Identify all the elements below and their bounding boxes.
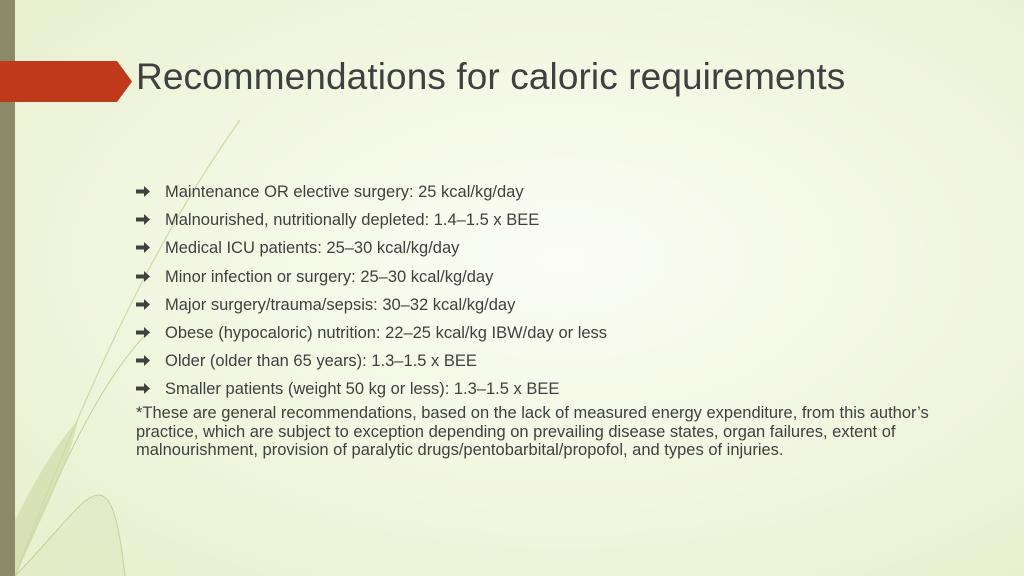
bullet-text: Smaller patients (weight 50 kg or less): 1.3–1.5 x BEE [165,380,560,399]
arrow-bullet-icon [136,327,150,338]
bullet-text: Malnourished, nutritionally depleted: 1.4–1.5 x BEE [165,211,540,230]
bullet-list [136,178,607,404]
list-item [136,347,607,375]
arrow-bullet-icon [136,355,150,366]
list-item [136,206,607,234]
arrow-bullet-icon [136,242,150,253]
arrow-bullet-icon [136,214,150,225]
bullet-text: Medical ICU patients: 25–30 kcal/kg/day [165,239,460,258]
title-accent-tab [0,61,132,102]
bullet-text: Minor infection or surgery: 25–30 kcal/kg/day [165,267,494,286]
list-item [136,319,607,347]
arrow-bullet-icon [136,299,150,310]
slide-title: Recommendations for caloric requirements [136,56,846,97]
bullet-text: Major surgery/trauma/sepsis: 30–32 kcal/kg/day [165,295,516,314]
list-item [136,291,607,319]
arrow-bullet-icon [136,383,150,394]
list-item [136,234,607,262]
list-item [136,178,607,206]
bullet-text: Maintenance OR elective surgery: 25 kcal/kg/day [165,183,524,201]
footnote: *These are general recommendations, based on the lack of measured energy expenditure, from this author’s practice, which are subject to exception depending on prevailing disease states, organ failures, extent of malnourishment, provision of paralytic drugs/pentobarbital/propofol, and types of injuries. [136,404,929,460]
arrow-bullet-icon [136,271,150,282]
list-item [136,375,607,403]
bullet-text: Older (older than 65 years): 1.3–1.5 x BEE [165,352,477,371]
bullet-text: Obese (hypocaloric) nutrition: 22–25 kcal/kg IBW/day or less [165,323,608,342]
list-item [136,263,607,291]
arrow-bullet-icon [136,186,150,197]
